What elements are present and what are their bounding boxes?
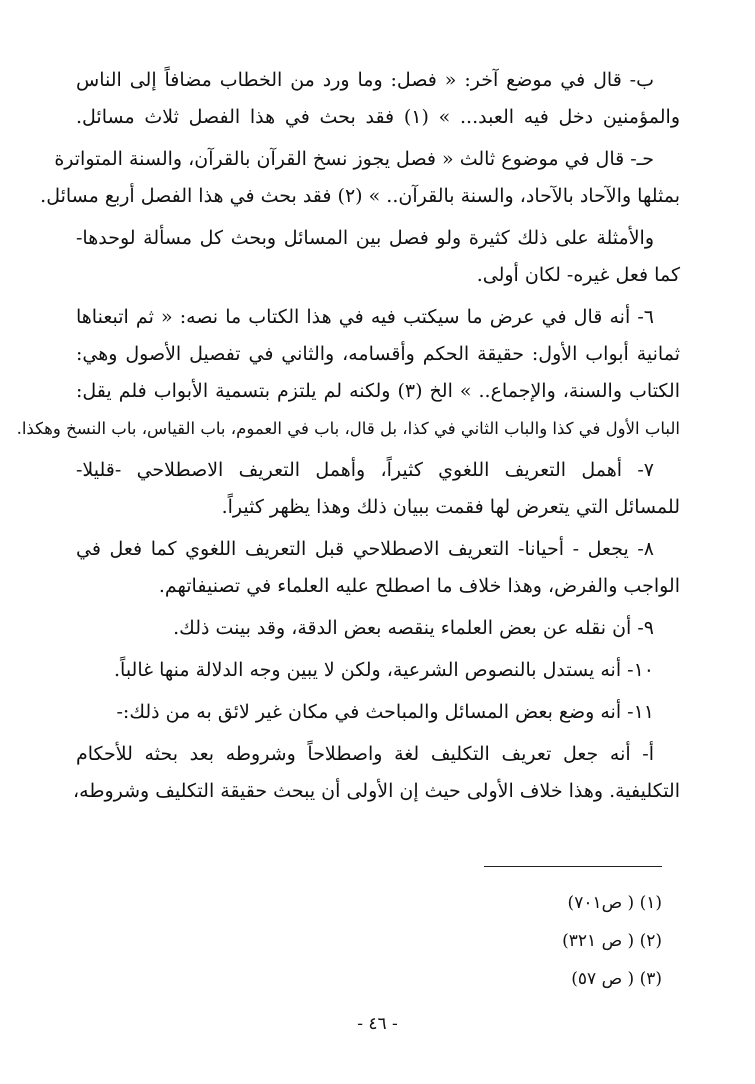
text-line: والأمثلة على ذلك كثيرة ولو فصل بين المسائل وبحث كل مسألة لوحدها-	[76, 227, 654, 249]
text-line: ٦- أنه قال في عرض ما سيكتب فيه في هذا الكتاب ما نصه: « ثم اتبعناها	[76, 306, 654, 328]
footnote: (١) ( ص٧٠١)	[567, 893, 662, 913]
footnote: (٢) ( ص ٣٢١)	[562, 931, 662, 951]
footnotes	[440, 884, 662, 998]
text-line: الكتاب والسنة، والإجماع.. » الخ (٣) ولكنه لم يلتزم بتسمية الأبواب فلم يقل:	[76, 380, 680, 402]
body-text	[16, 62, 680, 810]
text-line: كما فعل غيره- لكان أولى.	[476, 264, 680, 286]
text-line: التكليفية. وهذا خلاف الأولى حيث إن الأولى أن يبحث حقيقة التكليف وشروطه،	[73, 780, 680, 802]
text-line: للمسائل التي يتعرض لها فقمت ببيان ذلك وهذا يظهر كثيراً.	[221, 496, 680, 518]
page-number: - ٤٦ -	[357, 1014, 398, 1034]
text-line: الباب الأول في كذا والباب الثاني في كذا، بل قال، باب في العموم، باب القياس، باب النسخ وهكذا.	[16, 419, 680, 438]
text-line: ١٠- أنه يستدل بالنصوص الشرعية، ولكن لا يبين وجه الدلالة منها غالباً.	[114, 659, 654, 681]
footnote-divider	[484, 866, 662, 867]
footnote: (٣) ( ص ٥٧)	[571, 969, 662, 989]
text-line: ثمانية أبواب الأول: حقيقة الحكم وأقسامه، والثاني في تفصيل الأصول وهي:	[76, 343, 680, 365]
text-line: والمؤمنين دخل فيه العبد... » (١) فقد بحث في هذا الفصل ثلاث مسائل.	[76, 106, 680, 128]
text-line: بمثلها والآحاد بالآحاد، والسنة بالقرآن.. » (٢) فقد بحث في هذا الفصل أربع مسائل.	[40, 185, 680, 207]
text-line: حـ- قال في موضوع ثالث « فصل يجوز نسخ القرآن بالقرآن، والسنة المتواترة	[54, 148, 654, 170]
text-line: ٨- يجعل - أحيانا- التعريف الاصطلاحي قبل التعريف اللغوي كما فعل في	[76, 538, 654, 560]
text-line: ١١- أنه وضع بعض المسائل والمباحث في مكان غير لائق به من ذلك:-	[116, 701, 654, 723]
text-line: الواجب والفرض، وهذا خلاف ما اصطلح عليه العلماء في تصنيفاتهم.	[158, 575, 680, 597]
text-line: أ- أنه جعل تعريف التكليف لغة واصطلاحاً وشروطه بعد بحثه للأحكام	[76, 743, 654, 765]
text-line: ب- قال في موضع آخر: « فصل: وما ورد من الخطاب مضافاً إلى الناس	[76, 69, 654, 91]
text-line: ٧- أهمل التعريف اللغوي كثيراً، وأهمل التعريف الاصطلاحي -قليلا-	[76, 459, 654, 481]
text-line: ٩- أن نقله عن بعض العلماء ينقصه بعض الدقة، وقد بينت ذلك.	[173, 617, 654, 639]
